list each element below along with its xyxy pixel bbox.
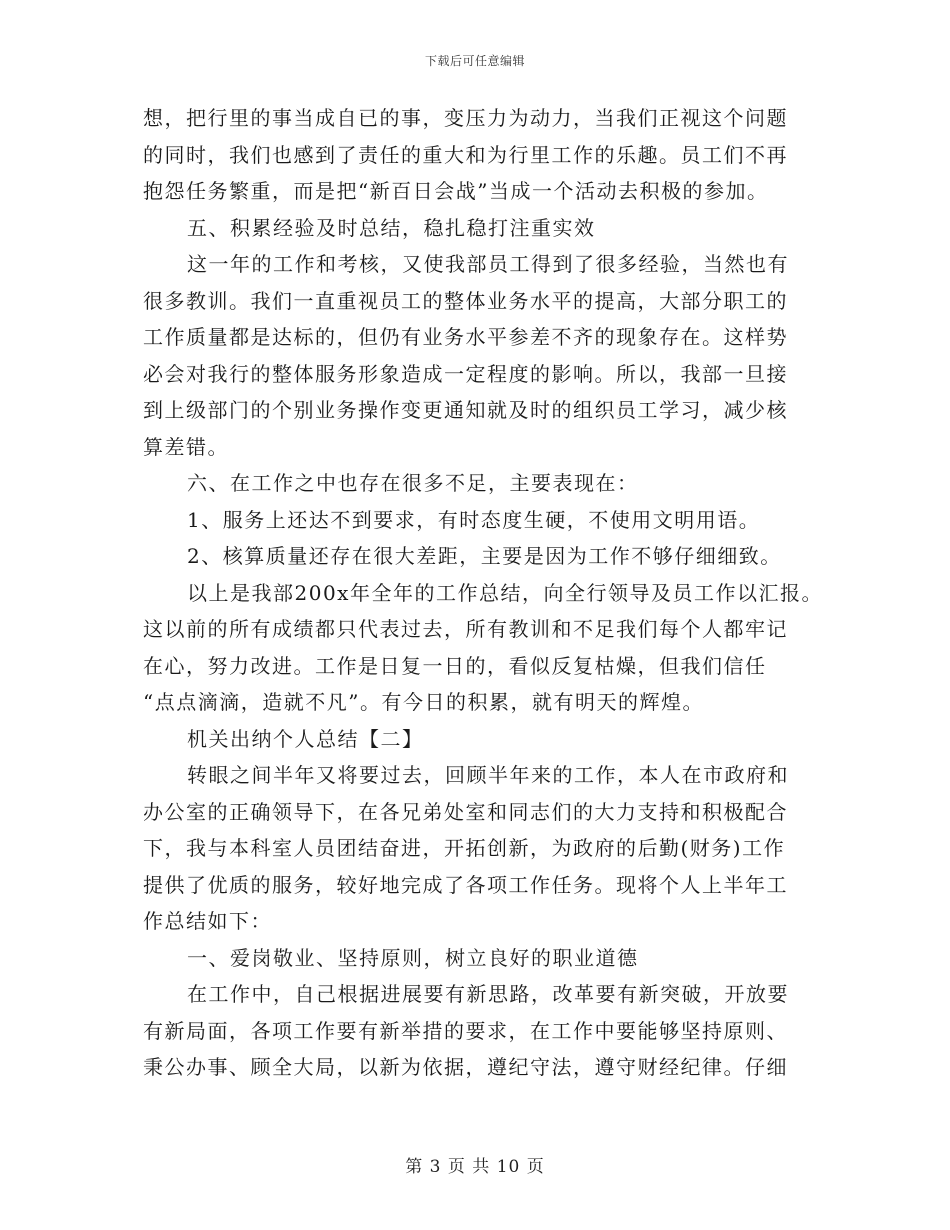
- body-text-line: 五、积累经验及时总结，稳扎稳打注重实效: [187, 215, 596, 240]
- body-text-line: 这以前的所有成绩都只代表过去，所有教训和不足我们每个人都牢记: [143, 617, 788, 641]
- body-text-line: 在心，努力改进。工作是日复一日的，看似反复枯燥，但我们信任: [143, 653, 767, 678]
- body-text-line: 算差错。: [143, 434, 229, 459]
- body-text-line: 提供了优质的服务，较好地完成了各项工作任务。现将个人上半年工: [143, 872, 788, 897]
- body-text-line: 到上级部门的个别业务操作变更通知就及时的组织员工学习，减少核: [143, 398, 788, 422]
- body-text-line: 一、爱岗敬业、坚持原则，树立良好的职业道德: [187, 945, 639, 970]
- body-text-line: 抱怨任务繁重，而是把“新百日会战”当成一个活动去积极的参加。: [143, 179, 769, 203]
- body-text-line: 作总结如下：: [143, 909, 272, 933]
- body-text-line: “点点滴滴，造就不凡”。有今日的积累，就有明天的辉煌。: [143, 690, 704, 714]
- body-text-line: 有新局面，各项工作要有新举措的要求，在工作中要能够坚持原则、: [143, 1018, 788, 1043]
- body-text-line: 2、核算质量还存在很大差距，主要是因为工作不够仔细细致。: [187, 544, 782, 568]
- body-text-line: 机关出纳个人总结【二】: [187, 726, 424, 751]
- body-text-line: 1、服务上还达不到要求，有时态度生硬，不使用文明用语。: [187, 507, 761, 532]
- document-body: [143, 100, 823, 1086]
- body-text-line: 必会对我行的整体服务形象造成一定程度的影响。所以，我部一旦接: [143, 361, 788, 386]
- body-text-line: 转眼之间半年又将要过去，回顾半年来的工作，本人在市政府和: [187, 763, 789, 787]
- page-footer: 第 3 页 共 10 页: [405, 1157, 545, 1177]
- page-header: 下载后可任意编辑: [424, 54, 525, 68]
- body-text-line: 的同时，我们也感到了责任的重大和为行里工作的乐趣。员工们不再: [143, 142, 788, 167]
- body-text-line: 很多教训。我们一直重视员工的整体业务水平的提高，大部分职工的: [143, 288, 788, 313]
- body-text-line: 这一年的工作和考核，又使我部员工得到了很多经验，当然也有: [187, 252, 789, 276]
- body-text-line: 六、在工作之中也存在很多不足，主要表现在：: [187, 471, 639, 495]
- body-text-line: 下，我与本科室人员团结奋进，开拓创新，为政府的后勤(财务)工作: [143, 836, 786, 860]
- body-text-line: 以上是我部200x年全年的工作总结，向全行领导及员工作以汇报。: [187, 580, 823, 605]
- body-text-line: 秉公办事、顾全大局，以新为依据，遵纪守法，遵守财经纪律。仔细: [143, 1055, 788, 1079]
- body-text-line: 在工作中，自己根据进展要有新思路，改革要有新突破，开放要: [187, 982, 789, 1006]
- body-text-line: 工作质量都是达标的，但仍有业务水平参差不齐的现象存在。这样势: [143, 325, 788, 349]
- body-text-line: 想，把行里的事当成自已的事，变压力为动力，当我们正视这个问题: [143, 106, 788, 130]
- body-text-line: 办公室的正确领导下，在各兄弟处室和同志们的大力支持和积极配合: [143, 799, 788, 824]
